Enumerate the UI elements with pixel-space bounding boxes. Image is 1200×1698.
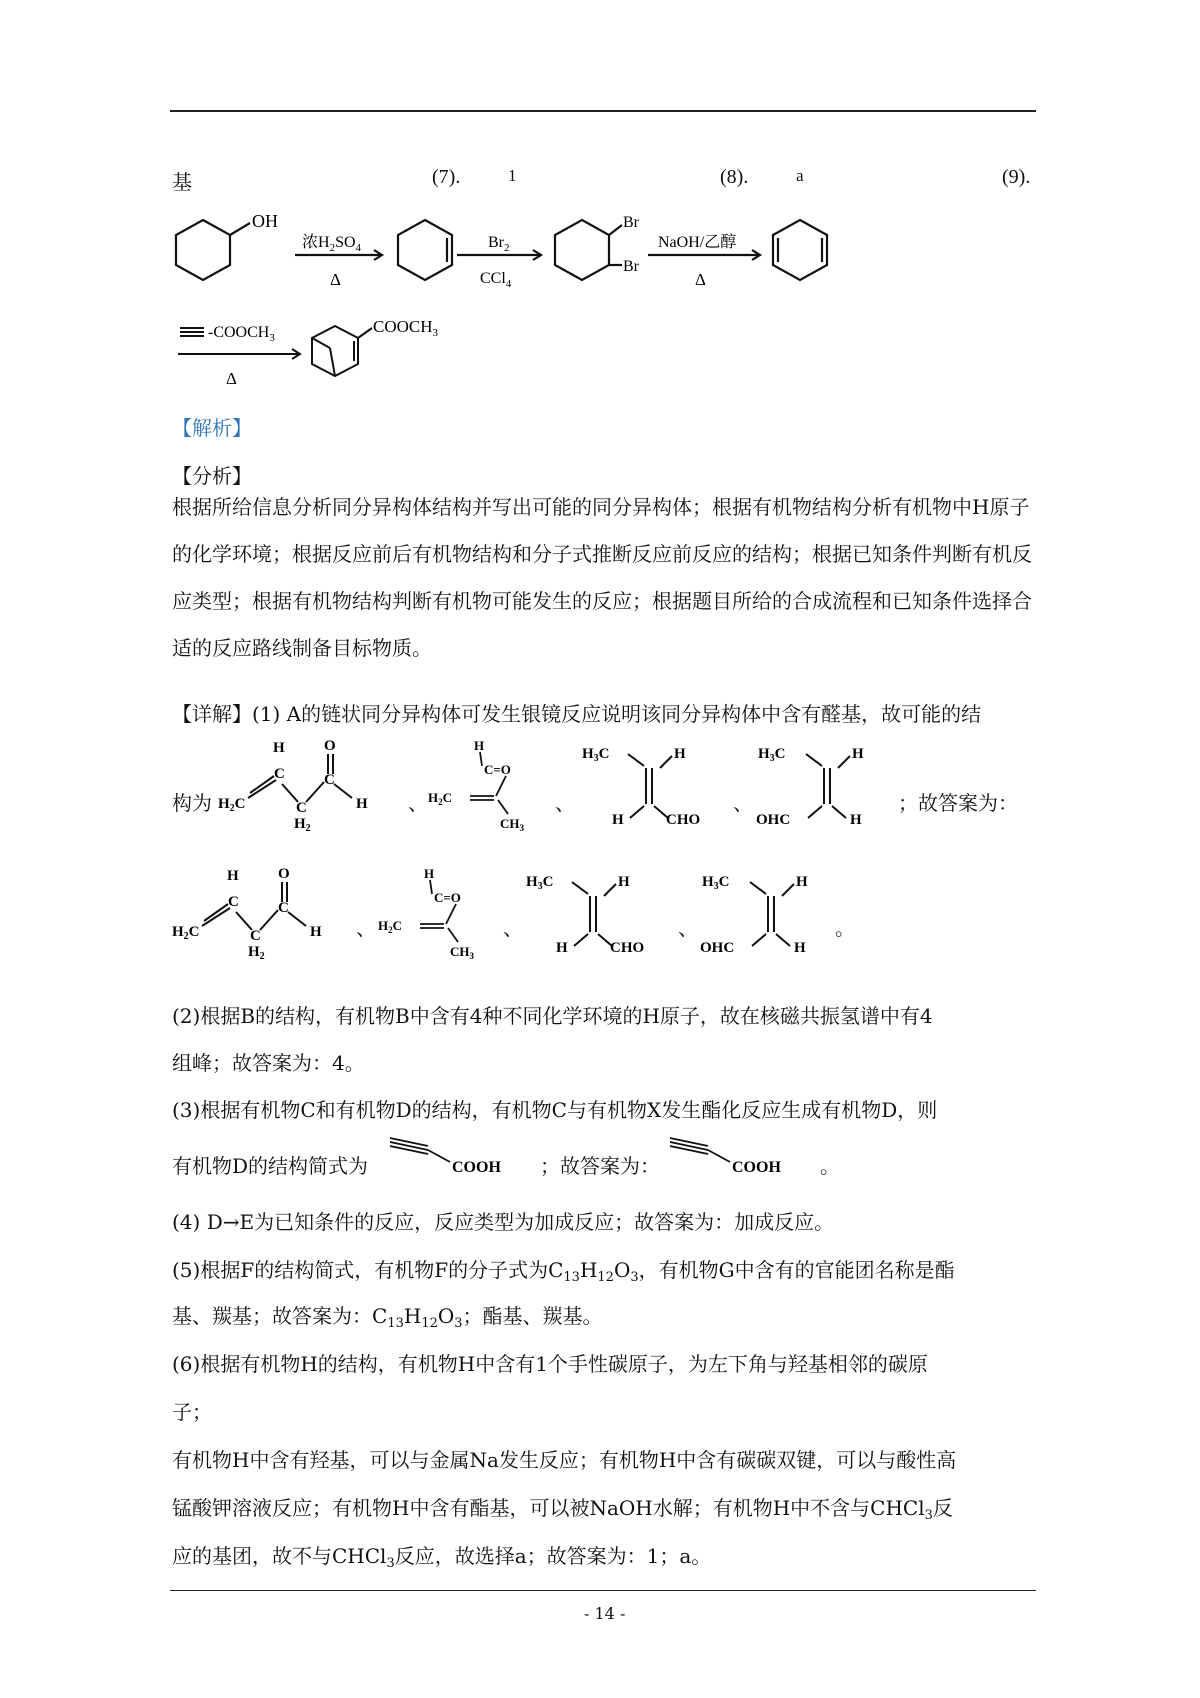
h-label-bottom: H bbox=[556, 940, 568, 956]
q9-label: (9). bbox=[1002, 166, 1031, 188]
ch2-h2-label: $H_2$ bbox=[294, 816, 311, 834]
cooh-label: COOH bbox=[452, 1159, 501, 1176]
h3c-label: $H_3C$ bbox=[702, 874, 730, 892]
ch-label: H bbox=[273, 740, 285, 756]
h-label-top: H bbox=[618, 874, 630, 890]
q7-value: 1 bbox=[508, 166, 517, 185]
p3-line2b: ；故答案为： bbox=[540, 1154, 660, 1178]
br-label-2: Br bbox=[623, 258, 639, 275]
h2c-label: $H_2C$ bbox=[172, 924, 200, 942]
cho-h-label: H bbox=[310, 924, 322, 940]
step2-reagent: $Br_2$ bbox=[488, 234, 510, 254]
p2-line1: (2)根据B的结构，有机物B中含有4种不同化学环境的H原子，故在核磁共振氢谱中有4 bbox=[172, 1004, 933, 1028]
sep-2: 、 bbox=[555, 791, 575, 815]
step3-heat: Δ bbox=[695, 270, 706, 289]
propiolic-acid-2 bbox=[668, 1132, 798, 1176]
jiexi-heading: 【解析】 bbox=[172, 416, 252, 440]
period-1: 。 bbox=[835, 916, 855, 940]
h2c-label: $H_2C$ bbox=[218, 796, 246, 814]
isomer-butenal-1 bbox=[218, 738, 378, 834]
ch2-c-label: C bbox=[250, 928, 261, 944]
sep-1: 、 bbox=[408, 791, 428, 815]
isomer-butenal-2 bbox=[172, 866, 332, 962]
fenxi-text: 根据所给信息分析同分异构体结构并写出可能的同分异构体；根据有机物结构分析有机物中H原子的化学环境；根据反应前后有机物结构和分子式推断反应前反应的结构；根据已知条件判断有机反应类型；根据有机物结构判断有机物可能发生的反应；根据题目所给的合成流程和已知条件选择合适的反应路线制备目标物质。 bbox=[172, 495, 1032, 660]
sep-3: 、 bbox=[733, 791, 753, 815]
isomer-z-crotonaldehyde-2 bbox=[526, 866, 656, 956]
isomer-z-crotonaldehyde-1 bbox=[582, 738, 712, 828]
h-label: H bbox=[424, 866, 435, 881]
h-label-top: H bbox=[796, 874, 808, 890]
h2c-label: $H_2C$ bbox=[428, 790, 453, 807]
isomer-e-crotonaldehyde-2 bbox=[700, 866, 830, 956]
fenxi-heading: 【分析】 bbox=[172, 464, 252, 488]
p5-line2: 基、羰基；故答案为：$C_{13}H_{12}O_3$；酯基、羰基。 bbox=[172, 1304, 603, 1331]
synthesis-scheme bbox=[170, 205, 830, 305]
step2-solvent: CCl$_4$ bbox=[480, 270, 512, 290]
step3-reagent: NaOH/乙醇 bbox=[658, 234, 737, 251]
ch2-h2-label: $H_2$ bbox=[248, 944, 265, 962]
p6-line1: (6)根据有机物H的结构，有机物H中含有1个手性碳原子，为左下角与羟基相邻的碳原 bbox=[172, 1352, 928, 1376]
isomer-methacrolein-1 bbox=[428, 738, 538, 833]
h-label-bottom: H bbox=[612, 812, 624, 828]
step4-heat: Δ bbox=[226, 369, 237, 388]
alkyne-group: $-COOCH_3$ bbox=[208, 324, 275, 344]
header-rule bbox=[170, 110, 1036, 112]
propiolic-acid-1 bbox=[388, 1132, 518, 1176]
step1-heat: Δ bbox=[330, 270, 341, 289]
cho-label: CHO bbox=[666, 812, 701, 828]
cho-c-label: C bbox=[324, 772, 335, 788]
h3c-label: $H_3C$ bbox=[582, 746, 610, 764]
h-label-bottom: H bbox=[794, 940, 806, 956]
h3c-label: $H_3C$ bbox=[526, 874, 554, 892]
diels-alder-step bbox=[170, 318, 500, 398]
sep-4: 、 bbox=[356, 916, 376, 940]
isomer-e-crotonaldehyde-1 bbox=[756, 738, 886, 828]
isomer-methacrolein-2 bbox=[378, 866, 488, 961]
page-number: - 14 - bbox=[584, 1604, 626, 1623]
p3-line2c: 。 bbox=[820, 1154, 840, 1178]
h2c-label: $H_2C$ bbox=[378, 918, 403, 935]
h-label-bottom: H bbox=[850, 812, 862, 828]
p7-line2: 锰酸钾溶液反应；有机物H中含有酯基，可以被NaOH水解；有机物H中不含与CHCl$_3$反 bbox=[172, 1496, 953, 1523]
q8-value: a bbox=[796, 166, 804, 185]
ch-label: H bbox=[227, 868, 239, 884]
oh-label: OH bbox=[252, 211, 278, 231]
h-label: H bbox=[474, 738, 485, 753]
co-label: C=O bbox=[484, 762, 511, 777]
p3-line2a: 有机物D的结构简式为 bbox=[172, 1154, 369, 1178]
cho-label: CHO bbox=[610, 940, 645, 956]
q7-label: (7). bbox=[432, 166, 461, 188]
answer-tail: 基 bbox=[172, 170, 192, 194]
ch3-label: $CH_3$ bbox=[500, 816, 524, 833]
co-label: C=O bbox=[434, 890, 461, 905]
ohc-label: OHC bbox=[700, 940, 735, 956]
ch2-c-label: C bbox=[296, 800, 307, 816]
o-label: O bbox=[324, 738, 336, 754]
p3-line1: (3)根据有机物C和有机物D的结构，有机物C与有机物X发生酯化反应生成有机物D，则 bbox=[172, 1098, 938, 1122]
product-ester: $COOCH_3$ bbox=[373, 317, 439, 339]
br-label-1: Br bbox=[623, 214, 639, 231]
q8-label: (8). bbox=[720, 166, 749, 188]
footer-rule bbox=[170, 1590, 1036, 1591]
sep-5: 、 bbox=[503, 916, 523, 940]
ohc-label: OHC bbox=[756, 812, 791, 828]
gu-daan-1: ；故答案为： bbox=[898, 791, 1018, 815]
step1-reagent: 浓$H_2SO_4$ bbox=[302, 234, 362, 254]
p2-line2: 组峰；故答案为：4。 bbox=[172, 1051, 365, 1075]
gou-wei: 构为 bbox=[172, 791, 212, 815]
cho-h-label: H bbox=[356, 796, 368, 812]
c-label: C bbox=[228, 894, 239, 910]
p7-line1: 有机物H中含有羟基，可以与金属Na发生反应；有机物H中含有碳碳双键，可以与酸性高 bbox=[172, 1448, 957, 1472]
p5-line1: (5)根据F的结构简式，有机物F的分子式为$C_{13}H_{12}O_3$，有机物G中含有的官能团名称是酯 bbox=[172, 1258, 955, 1285]
o-label: O bbox=[278, 866, 290, 882]
c-label: C bbox=[274, 766, 285, 782]
p4: (4) D→E为已知条件的反应，反应类型为加成反应；故答案为：加成反应。 bbox=[172, 1210, 835, 1234]
cho-c-label: C bbox=[278, 900, 289, 916]
cooh-label: COOH bbox=[732, 1159, 781, 1176]
p7-line3: 应的基团，故不与CHCl$_3$反应，故选择a；故答案为：1；a。 bbox=[172, 1544, 712, 1571]
p6-line2: 子； bbox=[172, 1400, 212, 1424]
h3c-label: $H_3C$ bbox=[758, 746, 786, 764]
ch3-label: $CH_3$ bbox=[450, 944, 474, 961]
sep-6: 、 bbox=[678, 916, 698, 940]
xiangjie-heading: 【详解】(1) A的链状同分异构体可发生银镜反应说明该同分异构体中含有醛基，故可能的结 bbox=[172, 702, 982, 726]
h-label-top: H bbox=[674, 746, 686, 762]
h-label-top: H bbox=[852, 746, 864, 762]
